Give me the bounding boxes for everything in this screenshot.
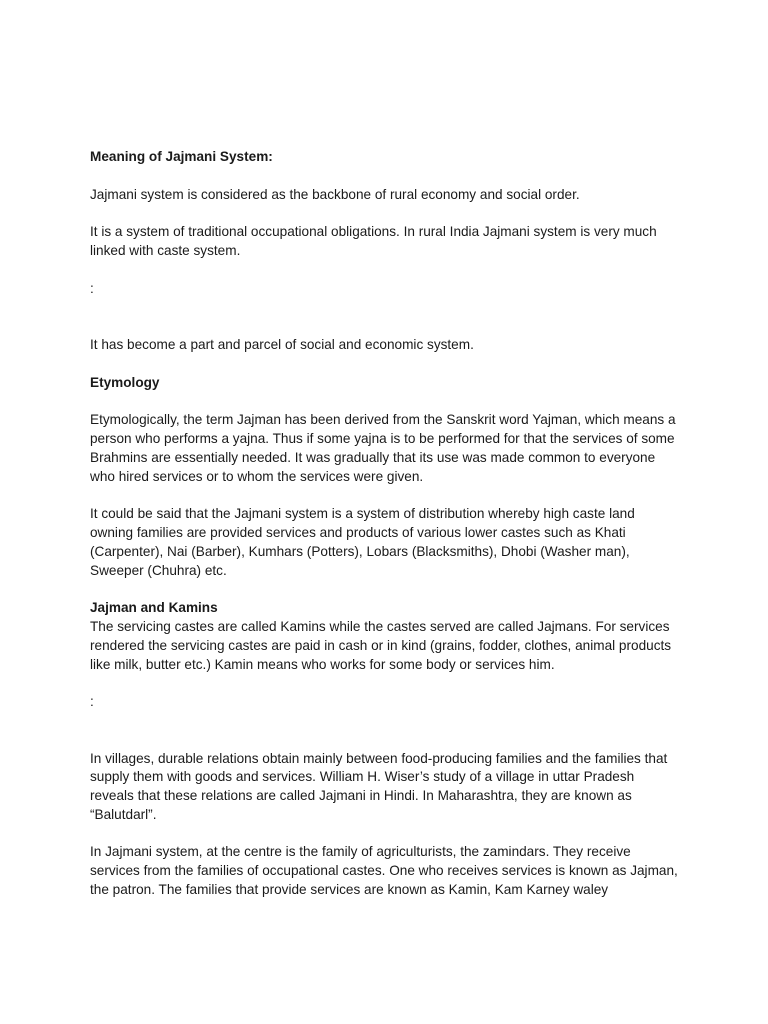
colon-separator: : [90, 694, 94, 710]
heading-etymology: Etymology [90, 374, 160, 390]
paragraph-backbone: Jajmani system is considered as the backbone of rural economy and social order. [90, 186, 580, 202]
heading-kamins: Jajman and Kamins [90, 600, 218, 616]
paragraph-centre: In Jajmani system, at the centre is the family of agriculturists, the zamindars. They receive services from the families of occupational castes. One who receives services is known as Jajman, the patron. The families that provide services are known as Kamin, Kam Karney waley [90, 844, 678, 898]
colon-separator: : [90, 280, 94, 296]
heading-meaning: Meaning of Jajmani System: [90, 149, 273, 164]
paragraph-parcel: It has become a part and parcel of social and economic system. [90, 336, 474, 352]
paragraph-etymology: Etymologically, the term Jajman has been derived from the Sanskrit word Yajman, which means a person who performs a yajna. Thus if some yajna is to be performed for that the services of some Brahmins are essentially needed. It was gradually that its use was made common to everyone who hired services or to whom the services were given. [90, 412, 676, 484]
paragraph-system: It is a system of traditional occupational obligations. In rural India Jajmani system is very much linked with caste system. [90, 224, 657, 258]
paragraph-kamins: The servicing castes are called Kamins while the castes served are called Jajmans. For services rendered the servicing castes are paid in cash or in kind (grains, fodder, clothes, animal products like milk, butter etc.) Kamin means who works for some body or services him. [90, 618, 672, 672]
document-body [90, 148, 680, 900]
paragraph-distribution: It could be said that the Jajmani system is a system of distribution whereby high caste land owning families are provided services and products of various lower castes such as Khati (Carpenter), Nai (Barber), Kumhars (Potters), Lobars (Blacksmiths), Dhobi (Washer man), Sweeper (Chuhra) etc. [90, 506, 635, 578]
paragraph-villages: In villages, durable relations obtain mainly between food-producing families and the families that supply them with goods and services. William H. Wiser’s study of a village in uttar Pradesh reveals that these relations are called Jajmani in Hindi. In Maharashtra, they are known as “Balutdarl”. [90, 750, 668, 822]
